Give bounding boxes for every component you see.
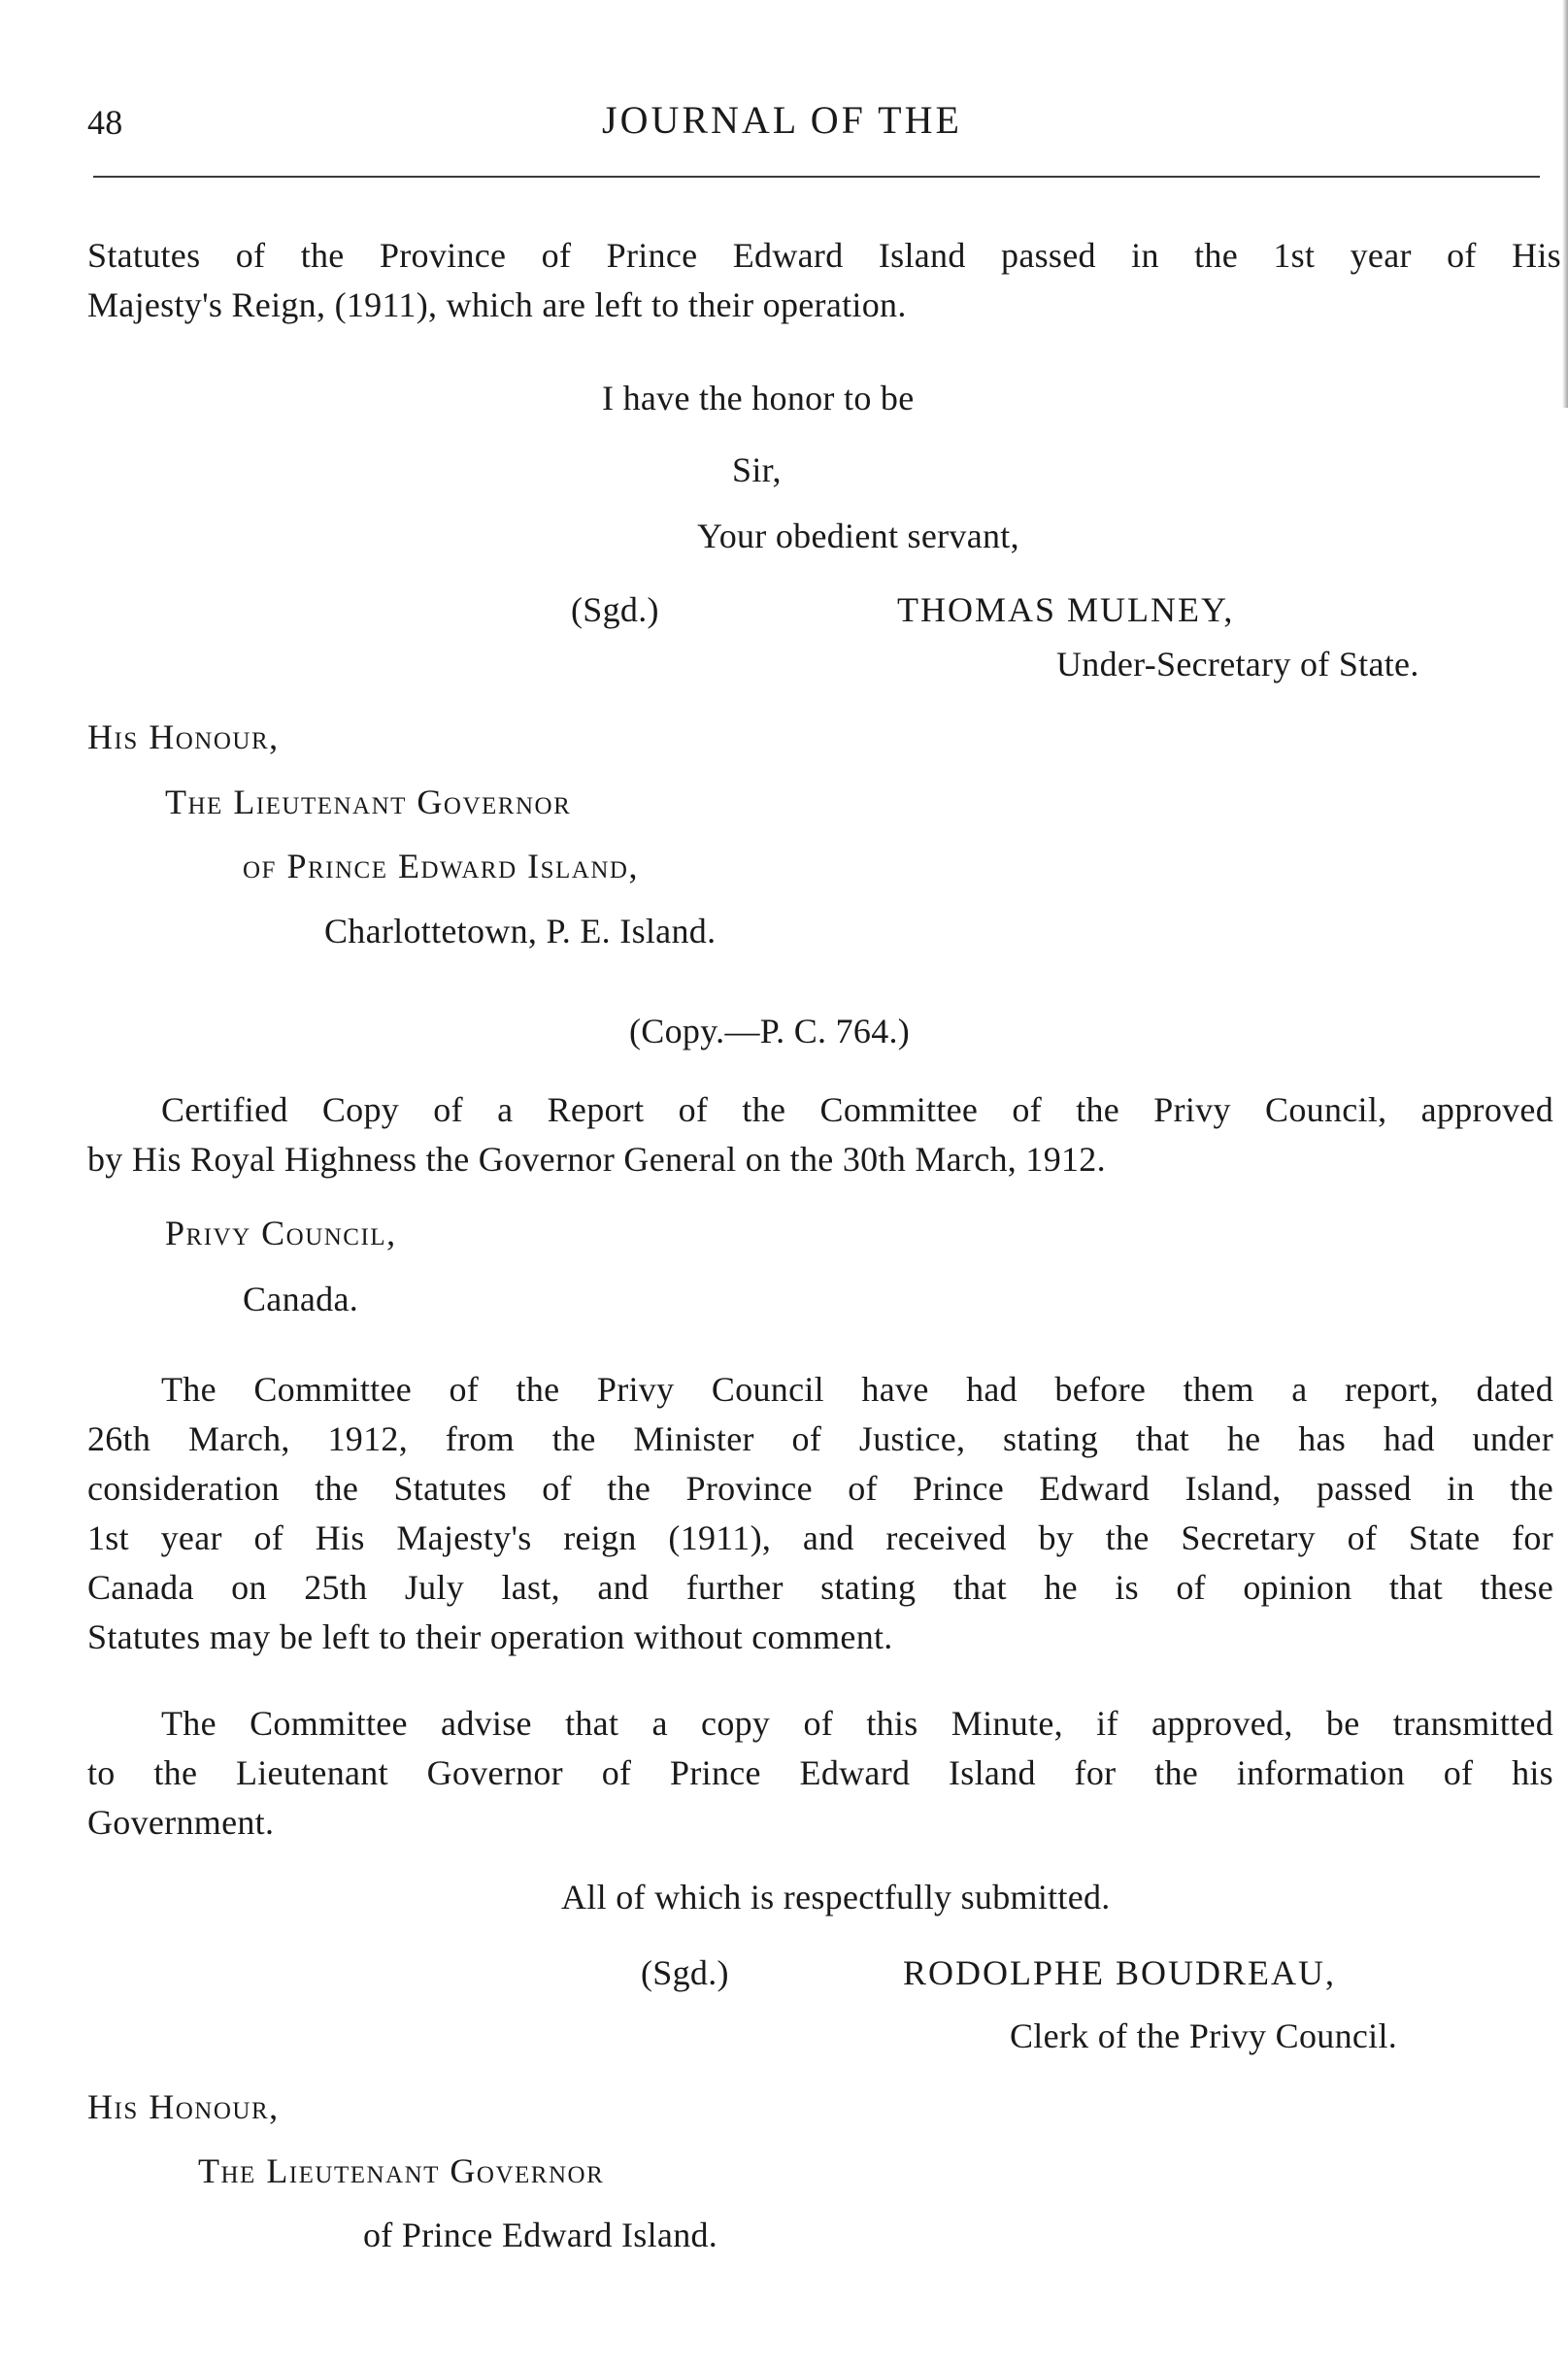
- salutation: Sir,: [732, 450, 782, 489]
- signatory-name: RODOLPHE BOUDREAU,: [903, 1953, 1337, 1992]
- address-line: His Honour,: [87, 717, 280, 756]
- council-heading: Privy Council,: [165, 1214, 397, 1252]
- header-rule: [93, 176, 1540, 178]
- text-line: 26th March, 1912, from the Minister of Justice, stating that he has had under: [87, 1419, 1553, 1458]
- signatory-title: Under-Secretary of State.: [1056, 645, 1419, 683]
- text-line: The Committee advise that a copy of this Minute, if approved, be transmitted: [161, 1704, 1553, 1743]
- address-line: His Honour,: [87, 2087, 280, 2126]
- text-line: Canada on 25th July last, and further stating that he is of opinion that these: [87, 1568, 1553, 1607]
- text-line: Statutes may be left to their operation without comment.: [87, 1617, 893, 1656]
- text-line: Majesty's Reign, (1911), which are left to their operation.: [87, 285, 907, 324]
- submission-line: All of which is respectfully submitted.: [561, 1878, 1111, 1916]
- text-line: Government.: [87, 1803, 275, 1842]
- signatory-title: Clerk of the Privy Council.: [1010, 2016, 1398, 2055]
- text-line: to the Lieutenant Governor of Prince Edward Island for the information of his: [87, 1753, 1553, 1792]
- copy-heading: (Copy.—P. C. 764.): [629, 1012, 911, 1050]
- closing-line: Your obedient servant,: [697, 517, 1019, 555]
- page-number: 48: [87, 103, 123, 142]
- signed-marker: (Sgd.): [571, 590, 659, 629]
- signatory-name: THOMAS MULNEY,: [897, 590, 1235, 629]
- closing-line: I have the honor to be: [602, 379, 915, 417]
- signed-marker: (Sgd.): [641, 1953, 729, 1992]
- text-line: The Committee of the Privy Council have had before them a report, dated: [161, 1370, 1553, 1409]
- address-line: Charlottetown, P. E. Island.: [324, 912, 717, 950]
- text-line: by His Royal Highness the Governor General on the 30th March, 1912.: [87, 1140, 1106, 1179]
- address-line: of Prince Edward Island,: [243, 847, 639, 885]
- running-title: JOURNAL OF THE: [602, 98, 962, 142]
- address-line: The Lieutenant Governor: [198, 2151, 605, 2190]
- page-edge-shadow: [1562, 0, 1568, 408]
- text-line: Certified Copy of a Report of the Committee of the Privy Council, approved: [161, 1090, 1553, 1129]
- text-line: consideration the Statutes of the Province of Prince Edward Island, passed in the: [87, 1469, 1553, 1508]
- text-line: Statutes of the Province of Prince Edward Island passed in the 1st year of His: [87, 236, 1561, 275]
- address-line: of Prince Edward Island.: [363, 2216, 718, 2254]
- text-line: 1st year of His Majesty's reign (1911), and received by the Secretary of State for: [87, 1518, 1553, 1557]
- council-location: Canada.: [243, 1280, 359, 1318]
- address-line: The Lieutenant Governor: [165, 783, 572, 821]
